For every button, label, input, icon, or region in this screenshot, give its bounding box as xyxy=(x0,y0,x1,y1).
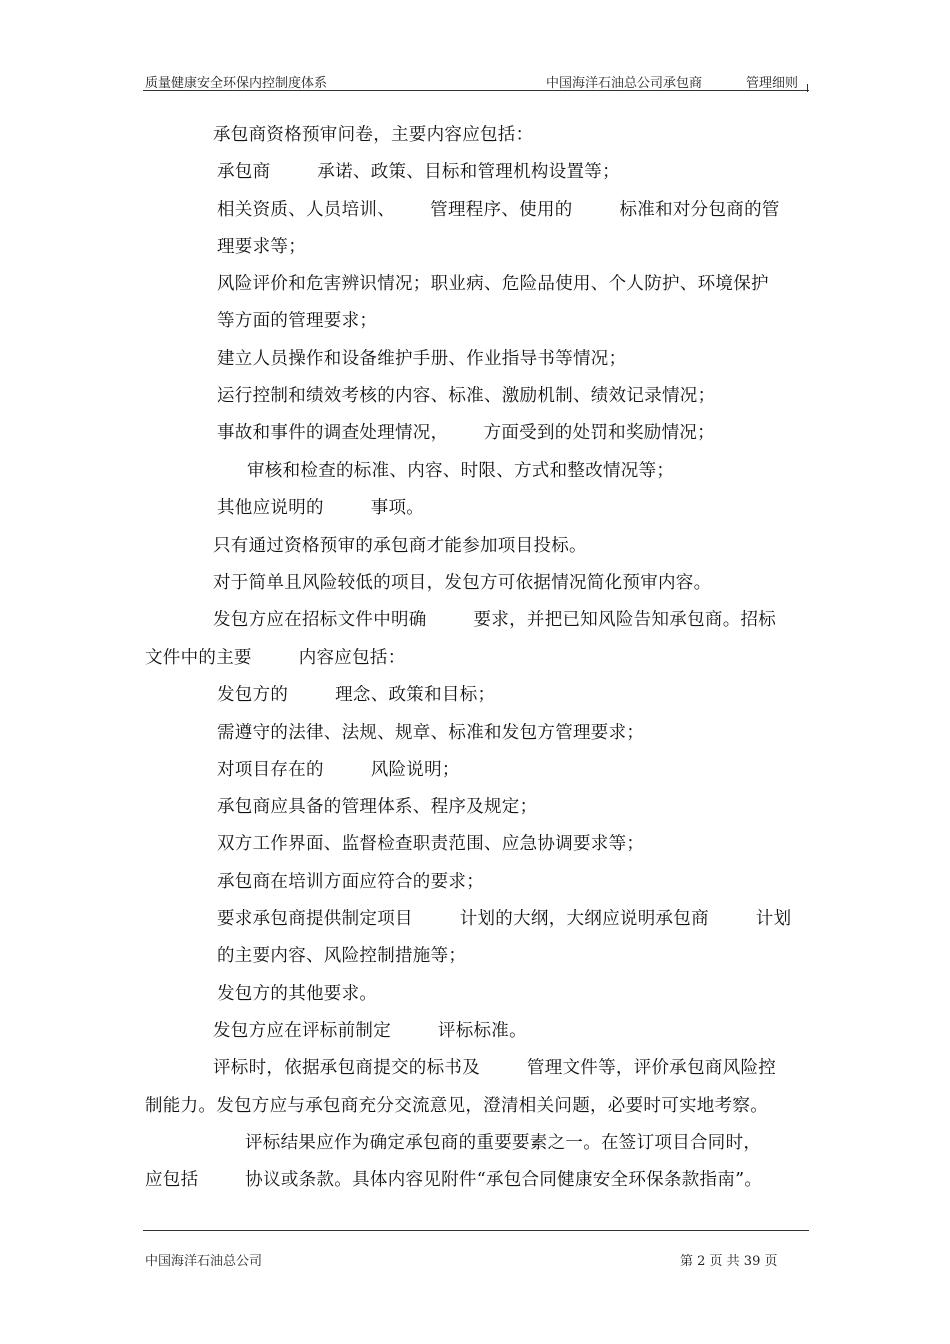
text-line: 发包方的 理念、政策和目标； xyxy=(217,685,496,705)
text-line: 发包方应在招标文件中明确 要求，并把已知风险告知承包商。招标 xyxy=(213,610,777,630)
text-line: 的主要内容、风险控制措施等； xyxy=(217,946,467,966)
text-line: 承包商 承诺、政策、目标和管理机构设置等； xyxy=(217,162,620,182)
header-doc-type: 管理细则 xyxy=(746,76,799,91)
text-line: 需遵守的法律、法规、规章、标准和发包方管理要求； xyxy=(217,723,645,743)
text-line: 要求承包商提供制定项目 计划的大纲，大纲应说明承包商 计划 xyxy=(217,909,792,929)
header-title: 质量健康安全环保内控制度体系 xyxy=(145,76,328,91)
text-line: 应包括 协议或条款。具体内容见附件“承包合同健康安全环保条款指南”。 xyxy=(145,1170,763,1190)
text-line: 制能力。发包方应与承包商充分交流意见，澄清相关问题，必要时可实地考察。 xyxy=(145,1096,768,1116)
text-line: 承包商应具备的管理体系、程序及规定； xyxy=(217,797,538,817)
text-line: 承包商资格预审问卷，主要内容应包括： xyxy=(213,125,534,145)
text-line: 只有通过资格预审的承包商才能参加项目投标。 xyxy=(213,536,587,556)
text-line: 评标结果应作为确定承包商的重要要素之一。在签订项目合同时， xyxy=(245,1133,762,1153)
footer-rule xyxy=(143,1230,809,1231)
text-line: 其他应说明的 事项。 xyxy=(217,498,425,518)
text-line: 发包方应在评标前制定 评标标准。 xyxy=(213,1021,527,1041)
text-line: 文件中的主要 内容应包括： xyxy=(145,648,406,668)
footer-company: 中国海洋石油总公司 xyxy=(145,1254,263,1269)
page-number: 第 2 页 共 39 页 xyxy=(680,1254,778,1269)
text-line: 对于简单且风险较低的项目，发包方可依据情况简化预审内容。 xyxy=(213,573,712,593)
text-line: 事故和事件的调查处理情况， 方面受到的处罚和奖励情况； xyxy=(217,423,715,443)
text-line: 风险评价和危害辨识情况；职业病、危险品使用、个人防护、环境保护 xyxy=(217,274,769,294)
header-company: 中国海洋石油总公司承包商 xyxy=(546,76,703,91)
text-line: 双方工作界面、监督检查职责范围、应急协调要求等； xyxy=(217,834,645,854)
text-line: 运行控制和绩效考核的内容、标准、激励机制、绩效记录情况； xyxy=(217,386,716,406)
text-line: 对项目存在的 风险说明； xyxy=(217,760,460,780)
header-rule-tick xyxy=(807,84,808,92)
text-line: 理要求等； xyxy=(217,237,306,257)
header-rule xyxy=(143,90,809,91)
text-line: 建立人员操作和设备维护手册、作业指导书等情况； xyxy=(217,349,627,369)
text-line: 等方面的管理要求； xyxy=(217,311,378,331)
text-line: 承包商在培训方面应符合的要求； xyxy=(217,872,484,892)
text-line: 相关资质、人员培训、 管理程序、使用的 标准和对分包商的管 xyxy=(217,200,780,220)
text-line: 发包方的其他要求。 xyxy=(217,984,378,1004)
text-line: 评标时，依据承包商提交的标书及 管理文件等，评价承包商风险控 xyxy=(213,1058,777,1078)
text-line: 审核和检查的标准、内容、时限、方式和整改情况等； xyxy=(247,461,675,481)
